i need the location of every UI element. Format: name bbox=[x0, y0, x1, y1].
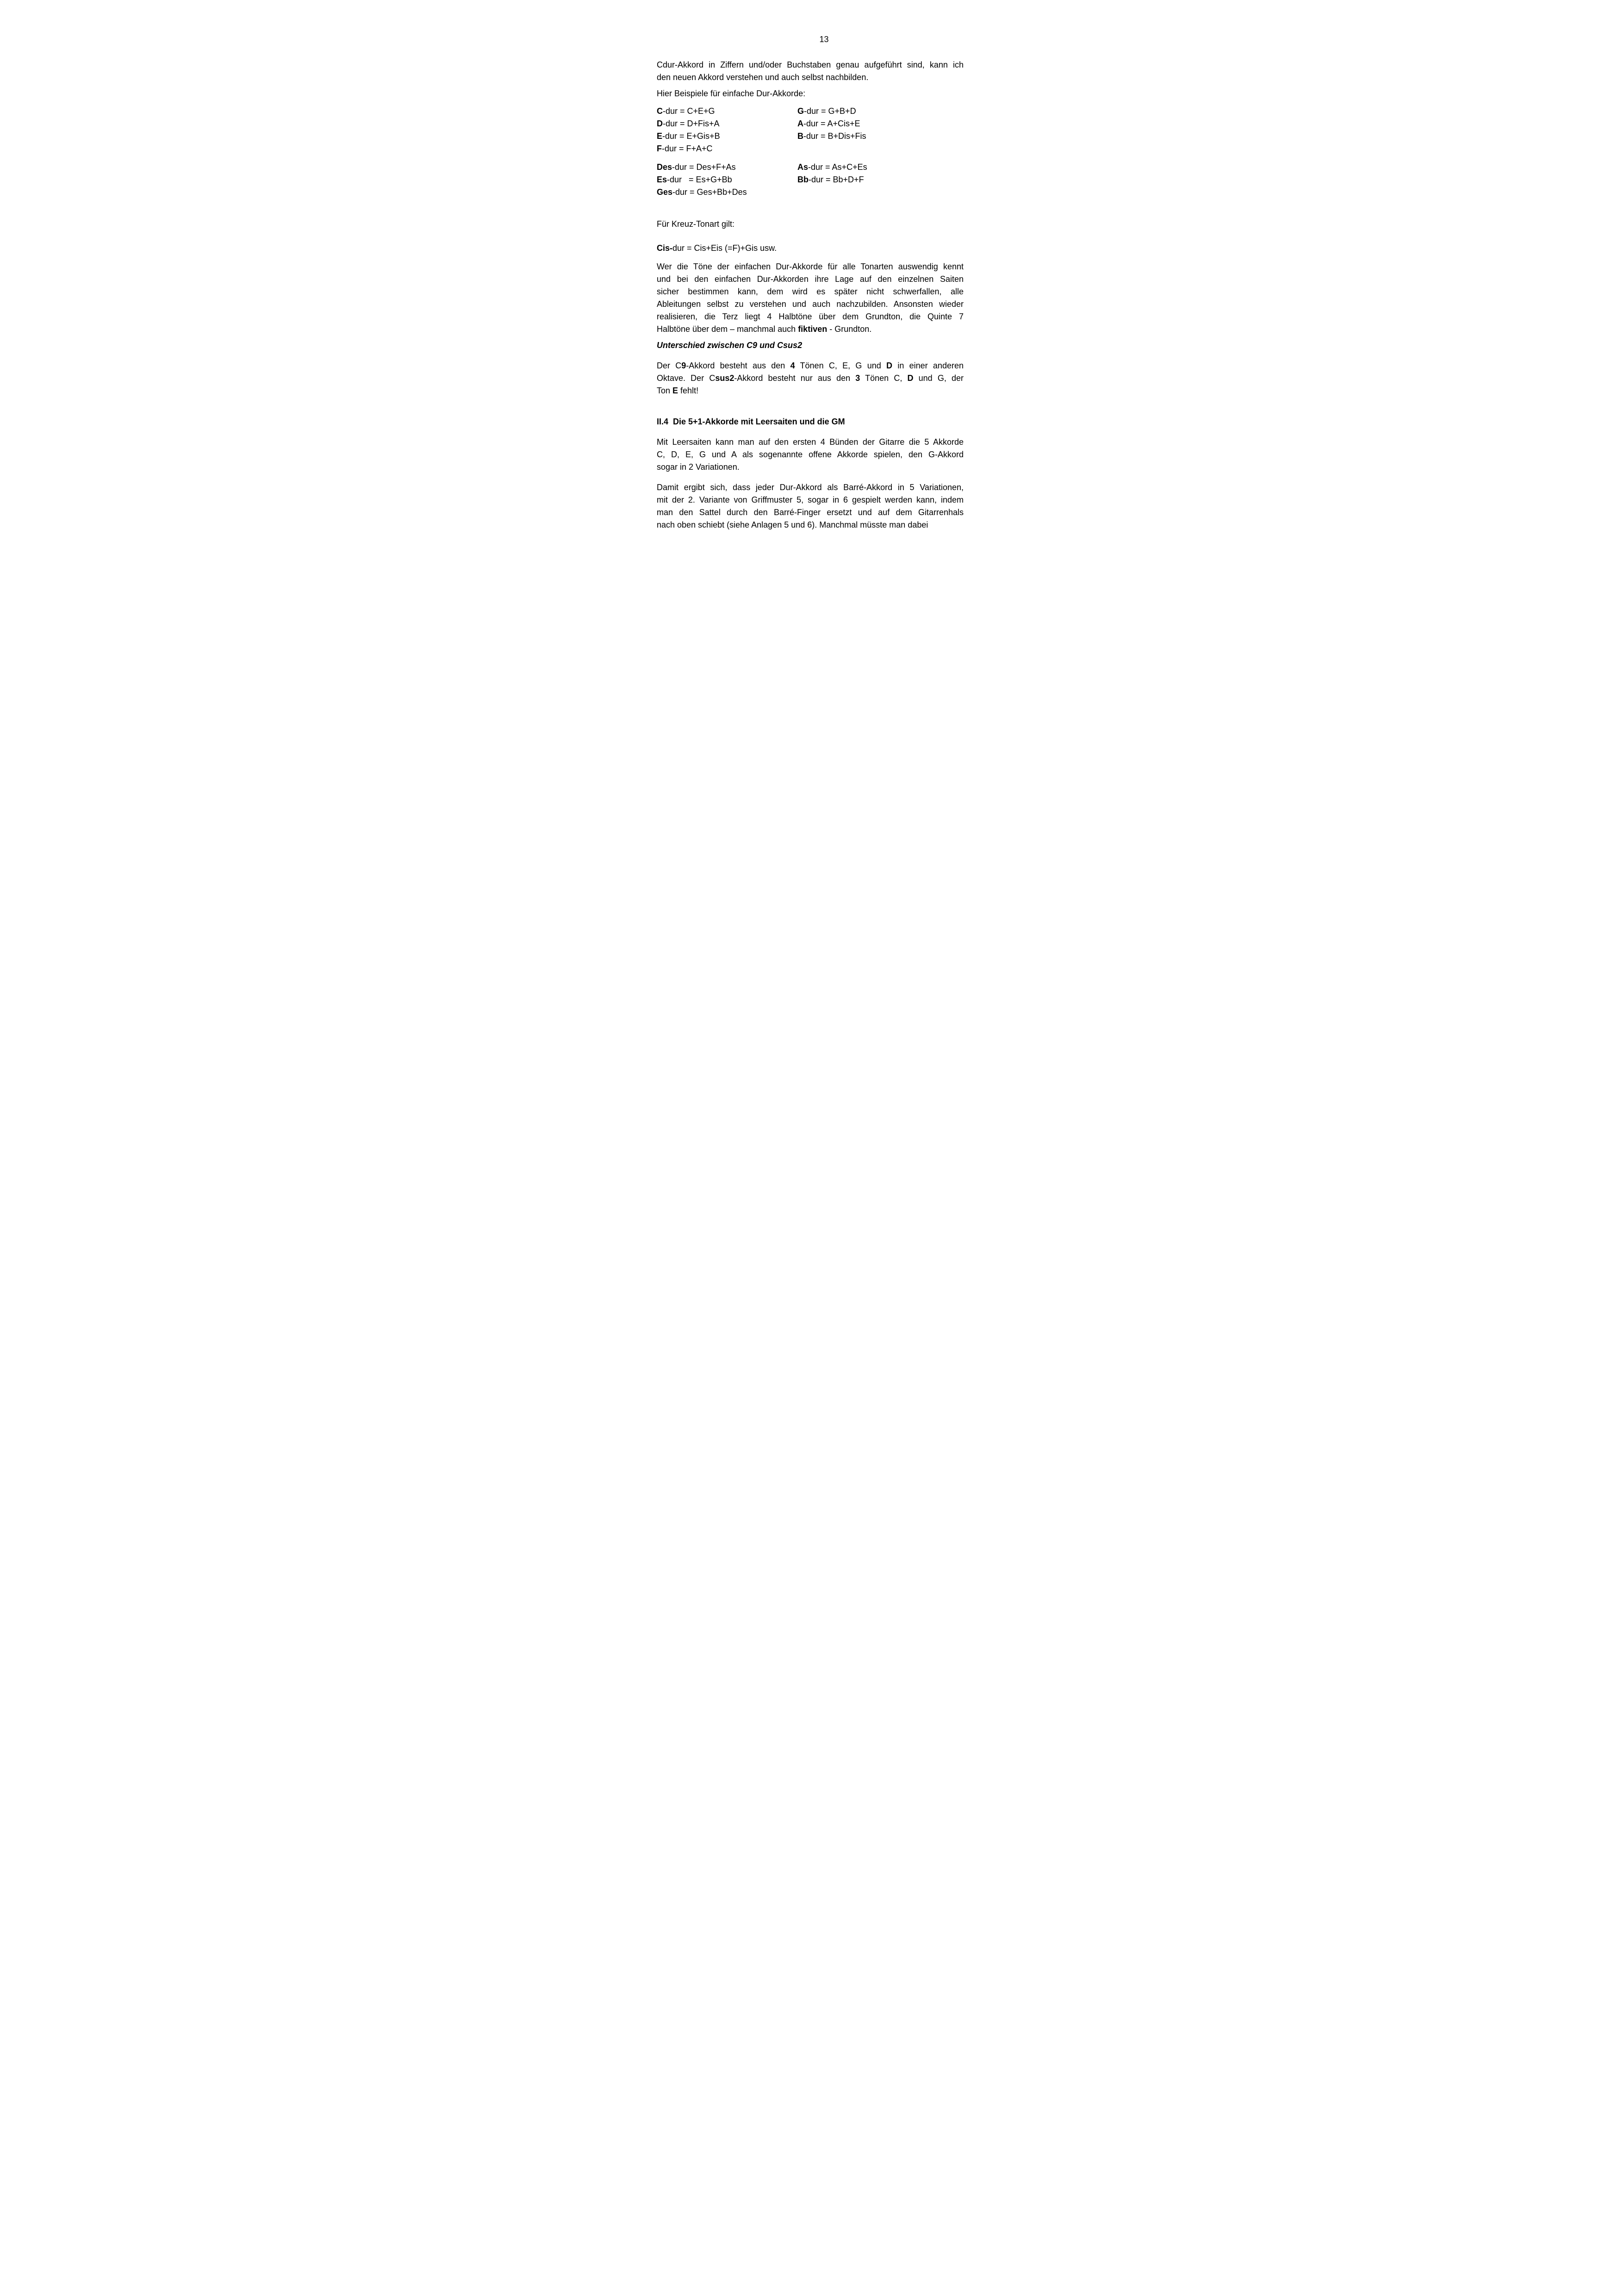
text-line bbox=[657, 273, 964, 286]
text-line bbox=[657, 59, 964, 71]
text-line bbox=[657, 286, 964, 298]
chord-formula bbox=[797, 186, 964, 199]
text-line bbox=[657, 71, 964, 84]
text-line bbox=[657, 448, 964, 461]
text-segment: Hier Beispiele für einfache Dur-Akkorde: bbox=[657, 89, 806, 98]
text-line bbox=[657, 519, 964, 531]
text-line bbox=[657, 372, 964, 385]
chord-row bbox=[657, 161, 964, 174]
text-segment: E bbox=[672, 386, 678, 395]
paragraph-mit-leersaiten bbox=[657, 436, 964, 473]
text-segment: Oktave. Der C bbox=[657, 373, 716, 383]
chord-formula bbox=[797, 143, 964, 155]
text-segment: A bbox=[797, 119, 803, 128]
chord-formula bbox=[797, 161, 964, 174]
text-segment: Bb bbox=[797, 175, 809, 184]
text-segment: fiktiven bbox=[798, 324, 828, 334]
text-segment: nach oben schiebt (siehe Anlagen 5 und 6). Manchmal müsste man dabei bbox=[657, 520, 928, 529]
text-segment: Mit Leersaiten kann man auf den ersten 4 Bünden der Gitarre die 5 Akkorde bbox=[657, 437, 964, 447]
paragraph-damit-ergibt bbox=[657, 481, 964, 531]
text-line bbox=[657, 339, 964, 352]
chord-formula bbox=[657, 105, 797, 118]
text-line bbox=[657, 298, 964, 311]
text-segment: C bbox=[657, 106, 663, 116]
text-segment: F bbox=[657, 144, 662, 153]
text-segment: Ges bbox=[657, 187, 673, 197]
text-line bbox=[657, 461, 964, 473]
text-line bbox=[657, 416, 964, 428]
paragraph-wer-die-toene bbox=[657, 261, 964, 336]
text-segment: Ton bbox=[657, 386, 673, 395]
text-segment: E bbox=[657, 131, 663, 141]
text-segment: -Akkord besteht aus den bbox=[686, 361, 790, 370]
text-segment: -dur = D+Fis+A bbox=[663, 119, 720, 128]
text-segment: -dur = F+A+C bbox=[662, 144, 713, 153]
text-line bbox=[657, 261, 964, 273]
chord-formula bbox=[797, 105, 964, 118]
text-line bbox=[657, 242, 964, 255]
text-segment: man den Sattel durch den Barré-Finger ersetzt und auf dem Gitarrenhals bbox=[657, 508, 964, 517]
text-segment: C, D, E, G und A als sogenannte offene Akkorde spielen, den G-Akkord bbox=[657, 450, 964, 459]
text-segment: -dur = Des+F+As bbox=[672, 162, 736, 172]
text-segment: Tönen C, bbox=[860, 373, 908, 383]
text-segment: -dur = E+Gis+B bbox=[662, 131, 720, 141]
text-segment: Damit ergibt sich, dass jeder Dur-Akkord als Barré-Akkord in 5 Variationen, bbox=[657, 483, 964, 492]
text-line bbox=[657, 323, 964, 336]
text-segment: Ableitungen selbst zu verstehen und auch nachzubilden. Ansonsten wieder bbox=[657, 299, 964, 309]
heading-ii4-akkorde bbox=[657, 416, 964, 428]
text-segment: dur = Cis+Eis (=F)+Gis usw. bbox=[672, 243, 777, 253]
chord-row bbox=[657, 186, 964, 199]
chord-formula bbox=[797, 118, 964, 130]
text-segment: Unterschied zwischen C9 und Csus2 bbox=[657, 341, 803, 350]
text-line bbox=[657, 311, 964, 323]
chord-formula bbox=[797, 130, 964, 143]
text-line bbox=[657, 481, 964, 494]
text-segment: -dur = B+Dis+Fis bbox=[803, 131, 866, 141]
text-segment: Für Kreuz-Tonart gilt: bbox=[657, 219, 735, 229]
text-line bbox=[657, 87, 964, 100]
text-segment: Cis- bbox=[657, 243, 673, 253]
chord-row bbox=[657, 143, 964, 155]
chord-formula bbox=[797, 174, 964, 186]
chord-formula bbox=[657, 143, 797, 155]
text-segment: G bbox=[797, 106, 804, 116]
examples-label bbox=[657, 87, 964, 100]
text-segment: -dur = Bb+D+F bbox=[809, 175, 864, 184]
chord-row bbox=[657, 118, 964, 130]
chord-formula bbox=[657, 161, 797, 174]
text-segment: D bbox=[886, 361, 893, 370]
text-segment: Halbtöne über dem – manchmal auch bbox=[657, 324, 798, 334]
text-line bbox=[657, 436, 964, 448]
text-segment: und bei den einfachen Dur-Akkorden ihre Lage auf den einzelnen Saiten bbox=[657, 274, 964, 284]
chord-formula bbox=[657, 130, 797, 143]
text-segment: sus2 bbox=[715, 373, 734, 383]
document-page bbox=[607, 0, 1011, 574]
text-segment: -Akkord besteht nur aus den bbox=[734, 373, 856, 383]
text-segment: - Grundton. bbox=[827, 324, 872, 334]
text-segment: D bbox=[657, 119, 663, 128]
chord-formula bbox=[657, 186, 797, 199]
paragraph-intro bbox=[657, 59, 964, 84]
text-segment: in einer anderen bbox=[892, 361, 964, 370]
text-line bbox=[657, 494, 964, 506]
chord-row bbox=[657, 105, 964, 118]
text-segment: B bbox=[797, 131, 803, 141]
text-segment: -dur = A+Cis+E bbox=[803, 119, 860, 128]
text-segment: Des bbox=[657, 162, 672, 172]
text-segment: -dur = G+B+D bbox=[804, 106, 856, 116]
text-segment: -dur = Ges+Bb+Des bbox=[672, 187, 747, 197]
text-segment: 3 bbox=[855, 373, 860, 383]
text-line bbox=[657, 218, 964, 230]
text-segment: den neuen Akkord verstehen und auch selbst nachbilden. bbox=[657, 73, 869, 82]
text-segment: II.4 Die 5+1-Akkorde mit Leersaiten und die GM bbox=[657, 417, 845, 426]
text-segment: D bbox=[907, 373, 914, 383]
text-line bbox=[657, 360, 964, 372]
cis-dur-line bbox=[657, 242, 964, 255]
heading-unterschied-c9-csus2 bbox=[657, 339, 964, 352]
text-segment: 4 bbox=[790, 361, 795, 370]
chord-formula bbox=[657, 174, 797, 186]
text-segment: fehlt! bbox=[678, 386, 699, 395]
text-segment: Tönen C, E, G und bbox=[795, 361, 887, 370]
text-segment: -dur = As+C+Es bbox=[808, 162, 867, 172]
text-line bbox=[657, 506, 964, 519]
text-segment: realisieren, die Terz liegt 4 Halbtöne über dem Grundton, die Quinte 7 bbox=[657, 312, 964, 321]
chord-list-flat-keys bbox=[657, 161, 964, 199]
text-segment: Cdur-Akkord in Ziffern und/oder Buchstaben genau aufgeführt sind, kann ich bbox=[657, 60, 964, 69]
text-segment: Der C bbox=[657, 361, 682, 370]
page-number: 13 bbox=[819, 35, 829, 44]
text-segment: und G, der bbox=[913, 373, 964, 383]
chord-row bbox=[657, 174, 964, 186]
text-segment: sogar in 2 Variationen. bbox=[657, 462, 740, 472]
text-segment: -dur = Es+G+Bb bbox=[667, 175, 732, 184]
text-segment: -dur = C+E+G bbox=[663, 106, 715, 116]
text-segment: Wer die Töne der einfachen Dur-Akkorde für alle Tonarten auswendig kennt bbox=[657, 262, 964, 271]
chord-list-sharp-keys bbox=[657, 105, 964, 155]
text-segment: As bbox=[797, 162, 809, 172]
text-segment: Es bbox=[657, 175, 667, 184]
text-segment: 9 bbox=[681, 361, 686, 370]
text-line bbox=[657, 385, 964, 397]
paragraph-c9-csus2 bbox=[657, 360, 964, 397]
text-segment: sicher bestimmen kann, dem wird es später nicht schwerfallen, alle bbox=[657, 287, 964, 296]
chord-formula bbox=[657, 118, 797, 130]
text-segment: mit der 2. Variante von Griffmuster 5, sogar in 6 gespielt werden kann, indem bbox=[657, 495, 964, 504]
chord-row bbox=[657, 130, 964, 143]
kreuz-tonart-label bbox=[657, 218, 964, 230]
